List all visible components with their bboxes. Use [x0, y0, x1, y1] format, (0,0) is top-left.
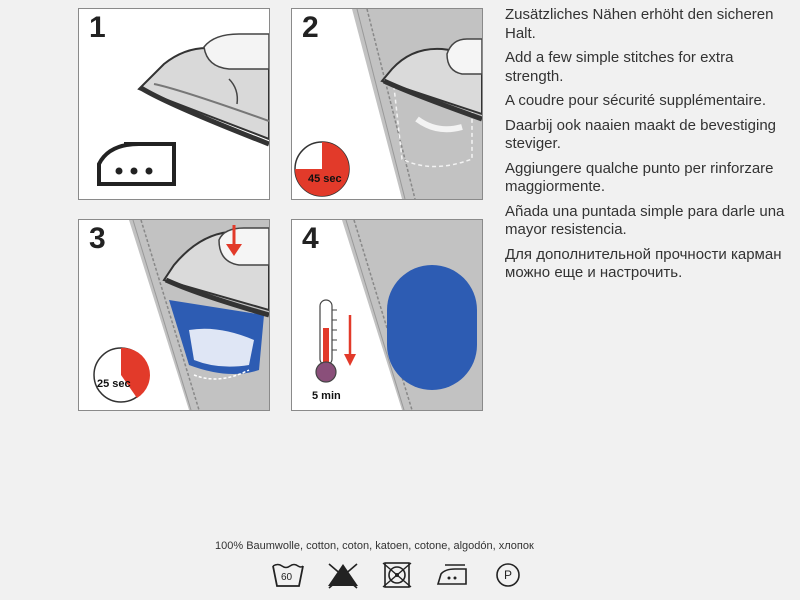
dry-clean-label: P [504, 568, 513, 582]
instructions-text [505, 6, 795, 289]
step-3-panel [78, 219, 270, 411]
dry-clean-p-icon [490, 560, 526, 590]
timer-label: 5 min [312, 390, 341, 402]
no-bleach-icon [325, 560, 361, 590]
step-number: 4 [302, 222, 319, 255]
instruction-en: Add a few simple stitches for extra strength. [505, 49, 734, 85]
instruction-de: Zusätzliches Nähen erhöht den sicheren Halt. [505, 6, 774, 42]
timer-label: 45 sec [308, 173, 342, 185]
timer-45-sec-icon [292, 9, 482, 199]
step-number: 2 [302, 11, 319, 44]
instruction-ru: Для дополнительной прочности карман можно еще и настрочить. [505, 245, 782, 281]
step-number: 3 [89, 222, 106, 255]
step-number: 1 [89, 11, 106, 44]
care-symbols [270, 560, 530, 590]
instruction-es: Añada una puntada simple para darle una mayor resistencia. [505, 202, 785, 238]
iron-3-dots-icon [79, 9, 269, 199]
instruction-it: Aggiungere qualche punto per rinforzare maggiormente. [505, 159, 774, 195]
step-2-panel [291, 8, 483, 200]
step-1-panel [78, 8, 270, 200]
step-4-panel [291, 219, 483, 411]
instruction-nl: Daarbij ook naaien maakt de bevestiging steviger. [505, 116, 777, 152]
patch-cooling-illustration [292, 220, 482, 410]
tumble-dry-icon [380, 560, 416, 590]
iron-icon [435, 560, 471, 590]
wash-temp-label: 60 [281, 572, 293, 583]
instruction-fr: A coudre pour sécurité supplémentaire. [505, 92, 766, 109]
materials-text: 100% Baumwolle, cotton, coton, katoen, cotone, algodón, хлопок [215, 540, 534, 552]
wash-60-icon [270, 560, 306, 590]
timer-label: 25 sec [97, 378, 131, 390]
